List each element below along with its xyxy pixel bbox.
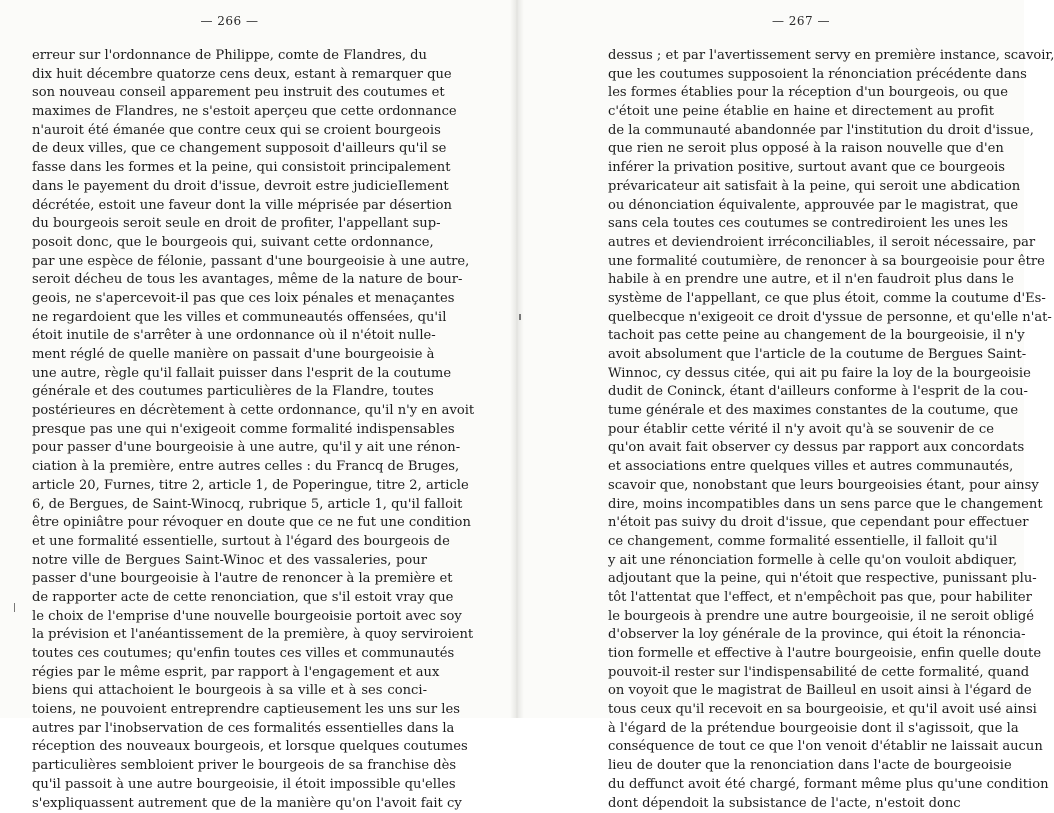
text-line: le bourgeois à prendre une autre bourgeoisie, il ne seroit obligé	[608, 608, 994, 627]
text-line: de rapporter acte de cette renonciation, que s'il estoit vray que	[32, 589, 427, 608]
text-line: presque pas une qui n'exigeoit comme formalité indispensables	[32, 421, 427, 440]
text-line: le choix de l'emprise d'une nouvelle bourgeoisie portoit avec soy	[32, 608, 427, 627]
right-page	[608, 0, 994, 718]
text-line: pour passer d'une bourgeoisie à une autre, qu'il y ait une rénon-	[32, 439, 427, 458]
text-line: qu'il passoit à une autre bourgeoisie, il étoit impossible qu'elles	[32, 776, 427, 795]
text-line: habile à en prendre une autre, et il n'en faudroit plus dans le	[608, 271, 994, 290]
text-line: la prévision et l'anéantissement de la première, à quoy serviroient	[32, 626, 427, 645]
text-line: système de l'appellant, ce que plus étoit, comme la coutume d'Es-	[608, 290, 994, 309]
text-line: s'expliquassent autrement que de la manière qu'on l'avoit fait cy	[32, 795, 427, 813]
text-line: posoit donc, que le bourgeois qui, suivant cette ordonnance,	[32, 234, 427, 253]
text-line: une autre, règle qu'il fallait puisser dans l'esprit de la coutume	[32, 365, 427, 384]
text-line: dessus ; et par l'avertissement servy en première instance, scavoir,	[608, 47, 994, 66]
text-line: fasse dans les formes et la peine, qui consistoit principalement	[32, 159, 427, 178]
text-line: être opiniâtre pour révoquer en doute que ce ne fut une condition	[32, 514, 427, 533]
text-line: les formes établies pour la réception d'un bourgeois, ou que	[608, 84, 994, 103]
text-line: postérieures en décrètement à cette ordonnance, qu'il n'y en avoit	[32, 402, 427, 421]
text-line: dudit de Coninck, étant d'ailleurs conforme à l'esprit de la cou-	[608, 383, 994, 402]
text-line: de deux villes, que ce changement supposoit d'ailleurs qu'il se	[32, 140, 427, 159]
text-line: régies par le même esprit, par rapport à l'engagement et aux	[32, 664, 427, 683]
text-line: sans cela toutes ces coutumes se contrediroient les unes les	[608, 215, 994, 234]
text-line: dix huit décembre quatorze cens deux, estant à remarquer que	[32, 66, 427, 85]
margin-speck	[14, 603, 15, 612]
text-line: n'étoit pas suivy du droit d'issue, que cependant pour effectuer	[608, 514, 994, 533]
text-line: geois, ne s'apercevoit-il pas que ces loix pénales et menaçantes	[32, 290, 427, 309]
text-line: lieu de douter que la renonciation dans l'acte de bourgeoisie	[608, 757, 994, 776]
text-line: maximes de Flandres, ne s'estoit aperçeu que cette ordonnance	[32, 103, 427, 122]
text-line: seroit décheu de tous les avantages, même de la nature de bour-	[32, 271, 427, 290]
text-line: conséquence de tout ce que l'on venoit d'établir ne laissait aucun	[608, 738, 994, 757]
text-line: tion formelle et effective à l'autre bourgeoisie, enfin quelle doute	[608, 645, 994, 664]
text-line: que rien ne seroit plus opposé à la raison nouvelle que d'en	[608, 140, 994, 159]
text-line: biens qui attachoient le bourgeois à sa ville et à ses conci-	[32, 682, 427, 701]
right-page-text	[608, 47, 994, 813]
gutter-speck	[519, 314, 521, 320]
left-page-text	[32, 47, 427, 813]
text-line: son nouveau conseil apparement peu instruit des coutumes et	[32, 84, 427, 103]
text-line: générale et des coutumes particulières de la Flandre, toutes	[32, 383, 427, 402]
text-line: particulières sembloient priver le bourgeois de sa franchise dès	[32, 757, 427, 776]
text-line: dire, moins incompatibles dans un sens parce que le changement	[608, 496, 994, 515]
text-line: n'auroit été émanée que contre ceux qui se croient bourgeois	[32, 122, 427, 141]
text-line: toutes ces coutumes; qu'enfin toutes ces villes et communautés	[32, 645, 427, 664]
left-page	[32, 0, 427, 718]
text-line: par une espèce de félonie, passant d'une bourgeoisie à une autre,	[32, 253, 427, 272]
text-line: et une formalité essentielle, surtout à l'égard des bourgeois de	[32, 533, 427, 552]
text-line: ce changement, comme formalité essentielle, il falloit qu'il	[608, 533, 994, 552]
text-line: pouvoit-il rester sur l'indispensabilité de cette formalité, quand	[608, 664, 994, 683]
text-line: tôt l'attentat que l'effect, et n'empêchoit pas que, pour habiliter	[608, 589, 994, 608]
text-line: adjoutant que la peine, qui n'étoit que respective, punissant plu-	[608, 570, 994, 589]
text-line: ou dénonciation équivalente, approuvée par le magistrat, que	[608, 197, 994, 216]
text-line: qu'on avait fait observer cy dessus par rapport aux concordats	[608, 439, 994, 458]
text-line: c'étoit une peine établie en haine et directement au profit	[608, 103, 994, 122]
text-line: du bourgeois seroit seule en droit de profiter, l'appellant sup-	[32, 215, 427, 234]
text-line: passer d'une bourgeoisie à l'autre de renoncer à la première et	[32, 570, 427, 589]
text-line: dans le payement du droit d'issue, devroit estre judicieIlement	[32, 178, 427, 197]
text-line: y ait une rénonciation formelle à celle qu'on vouloit abdiquer,	[608, 552, 994, 571]
text-line: décrétée, estoit une faveur dont la ville méprisée par désertion	[32, 197, 427, 216]
text-line: du deffunct avoit été chargé, formant même plus qu'une condition	[608, 776, 994, 795]
right-page-number: — 267 —	[608, 14, 994, 28]
text-line: ment réglé de quelle manière on passait d'une bourgeoisie à	[32, 346, 427, 365]
text-line: 6, de Bergues, de Saint-Winocq, rubrique 5, article 1, qu'il falloit	[32, 496, 427, 515]
text-line: Winnoc, cy dessus citée, qui ait pu faire la loy de la bourgeoisie	[608, 365, 994, 384]
book-gutter	[510, 0, 524, 718]
text-line: toiens, ne pouvoient entreprendre captieusement les uns sur les	[32, 701, 427, 720]
text-line: autres par l'inobservation de ces formalités essentielles dans la	[32, 720, 427, 739]
text-line: et associations entre quelques villes et autres communautés,	[608, 458, 994, 477]
text-line: dont dépendoit la subsistance de l'acte, n'estoit donc	[608, 795, 994, 813]
text-line: ne regardoient que les villes et communeautés offensées, qu'il	[32, 309, 427, 328]
text-line: ciation à la première, entre autres celles : du Francq de Bruges,	[32, 458, 427, 477]
text-line: réception des nouveaux bourgeois, et lorsque quelques coutumes	[32, 738, 427, 757]
text-line: étoit inutile de s'arrêter à une ordonnance où il n'étoit nulle-	[32, 327, 427, 346]
text-line: d'observer la loy générale de la province, qui étoit la rénoncia-	[608, 626, 994, 645]
text-line: prévaricateur ait satisfait à la peine, qui seroit une abdication	[608, 178, 994, 197]
text-line: que les coutumes supposoient la rénonciation précédente dans	[608, 66, 994, 85]
text-line: erreur sur l'ordonnance de Philippe, comte de Flandres, du	[32, 47, 427, 66]
text-line: à l'égard de la prétendue bourgeoisie dont il s'agissoit, que la	[608, 720, 994, 739]
text-line: scavoir que, nonobstant que leurs bourgeoisies étant, pour ainsy	[608, 477, 994, 496]
text-line: de la communauté abandonnée par l'institution du droit d'issue,	[608, 122, 994, 141]
text-line: inférer la privation positive, surtout avant que ce bourgeois	[608, 159, 994, 178]
text-line: article 20, Furnes, titre 2, article 1, de Poperingue, titre 2, article	[32, 477, 427, 496]
text-line: tume générale et des maximes constantes de la coutume, que	[608, 402, 994, 421]
left-page-number: — 266 —	[32, 14, 427, 28]
text-line: tous ceux qu'il recevoit en sa bourgeoisie, et qu'il avoit usé ainsi	[608, 701, 994, 720]
text-line: pour établir cette vérité il n'y avoit qu'à se souvenir de ce	[608, 421, 994, 440]
text-line: tachoit pas cette peine au changement de la bourgeoisie, il n'y	[608, 327, 994, 346]
text-line: une formalité coutumière, de renoncer à sa bourgeoisie pour être	[608, 253, 994, 272]
text-line: on voyoit que le magistrat de Bailleul en usoit ainsi à l'égard de	[608, 682, 994, 701]
text-line: notre ville de Bergues Saint-Winoc et des vassaleries, pour	[32, 552, 427, 571]
text-line: autres et deviendroient irréconciliables, il seroit nécessaire, par	[608, 234, 994, 253]
text-line: quelbecque n'exigeoit ce droit d'yssue de personne, et qu'elle n'at-	[608, 309, 994, 328]
text-line: avoit absolument que l'article de la coutume de Bergues Saint-	[608, 346, 994, 365]
